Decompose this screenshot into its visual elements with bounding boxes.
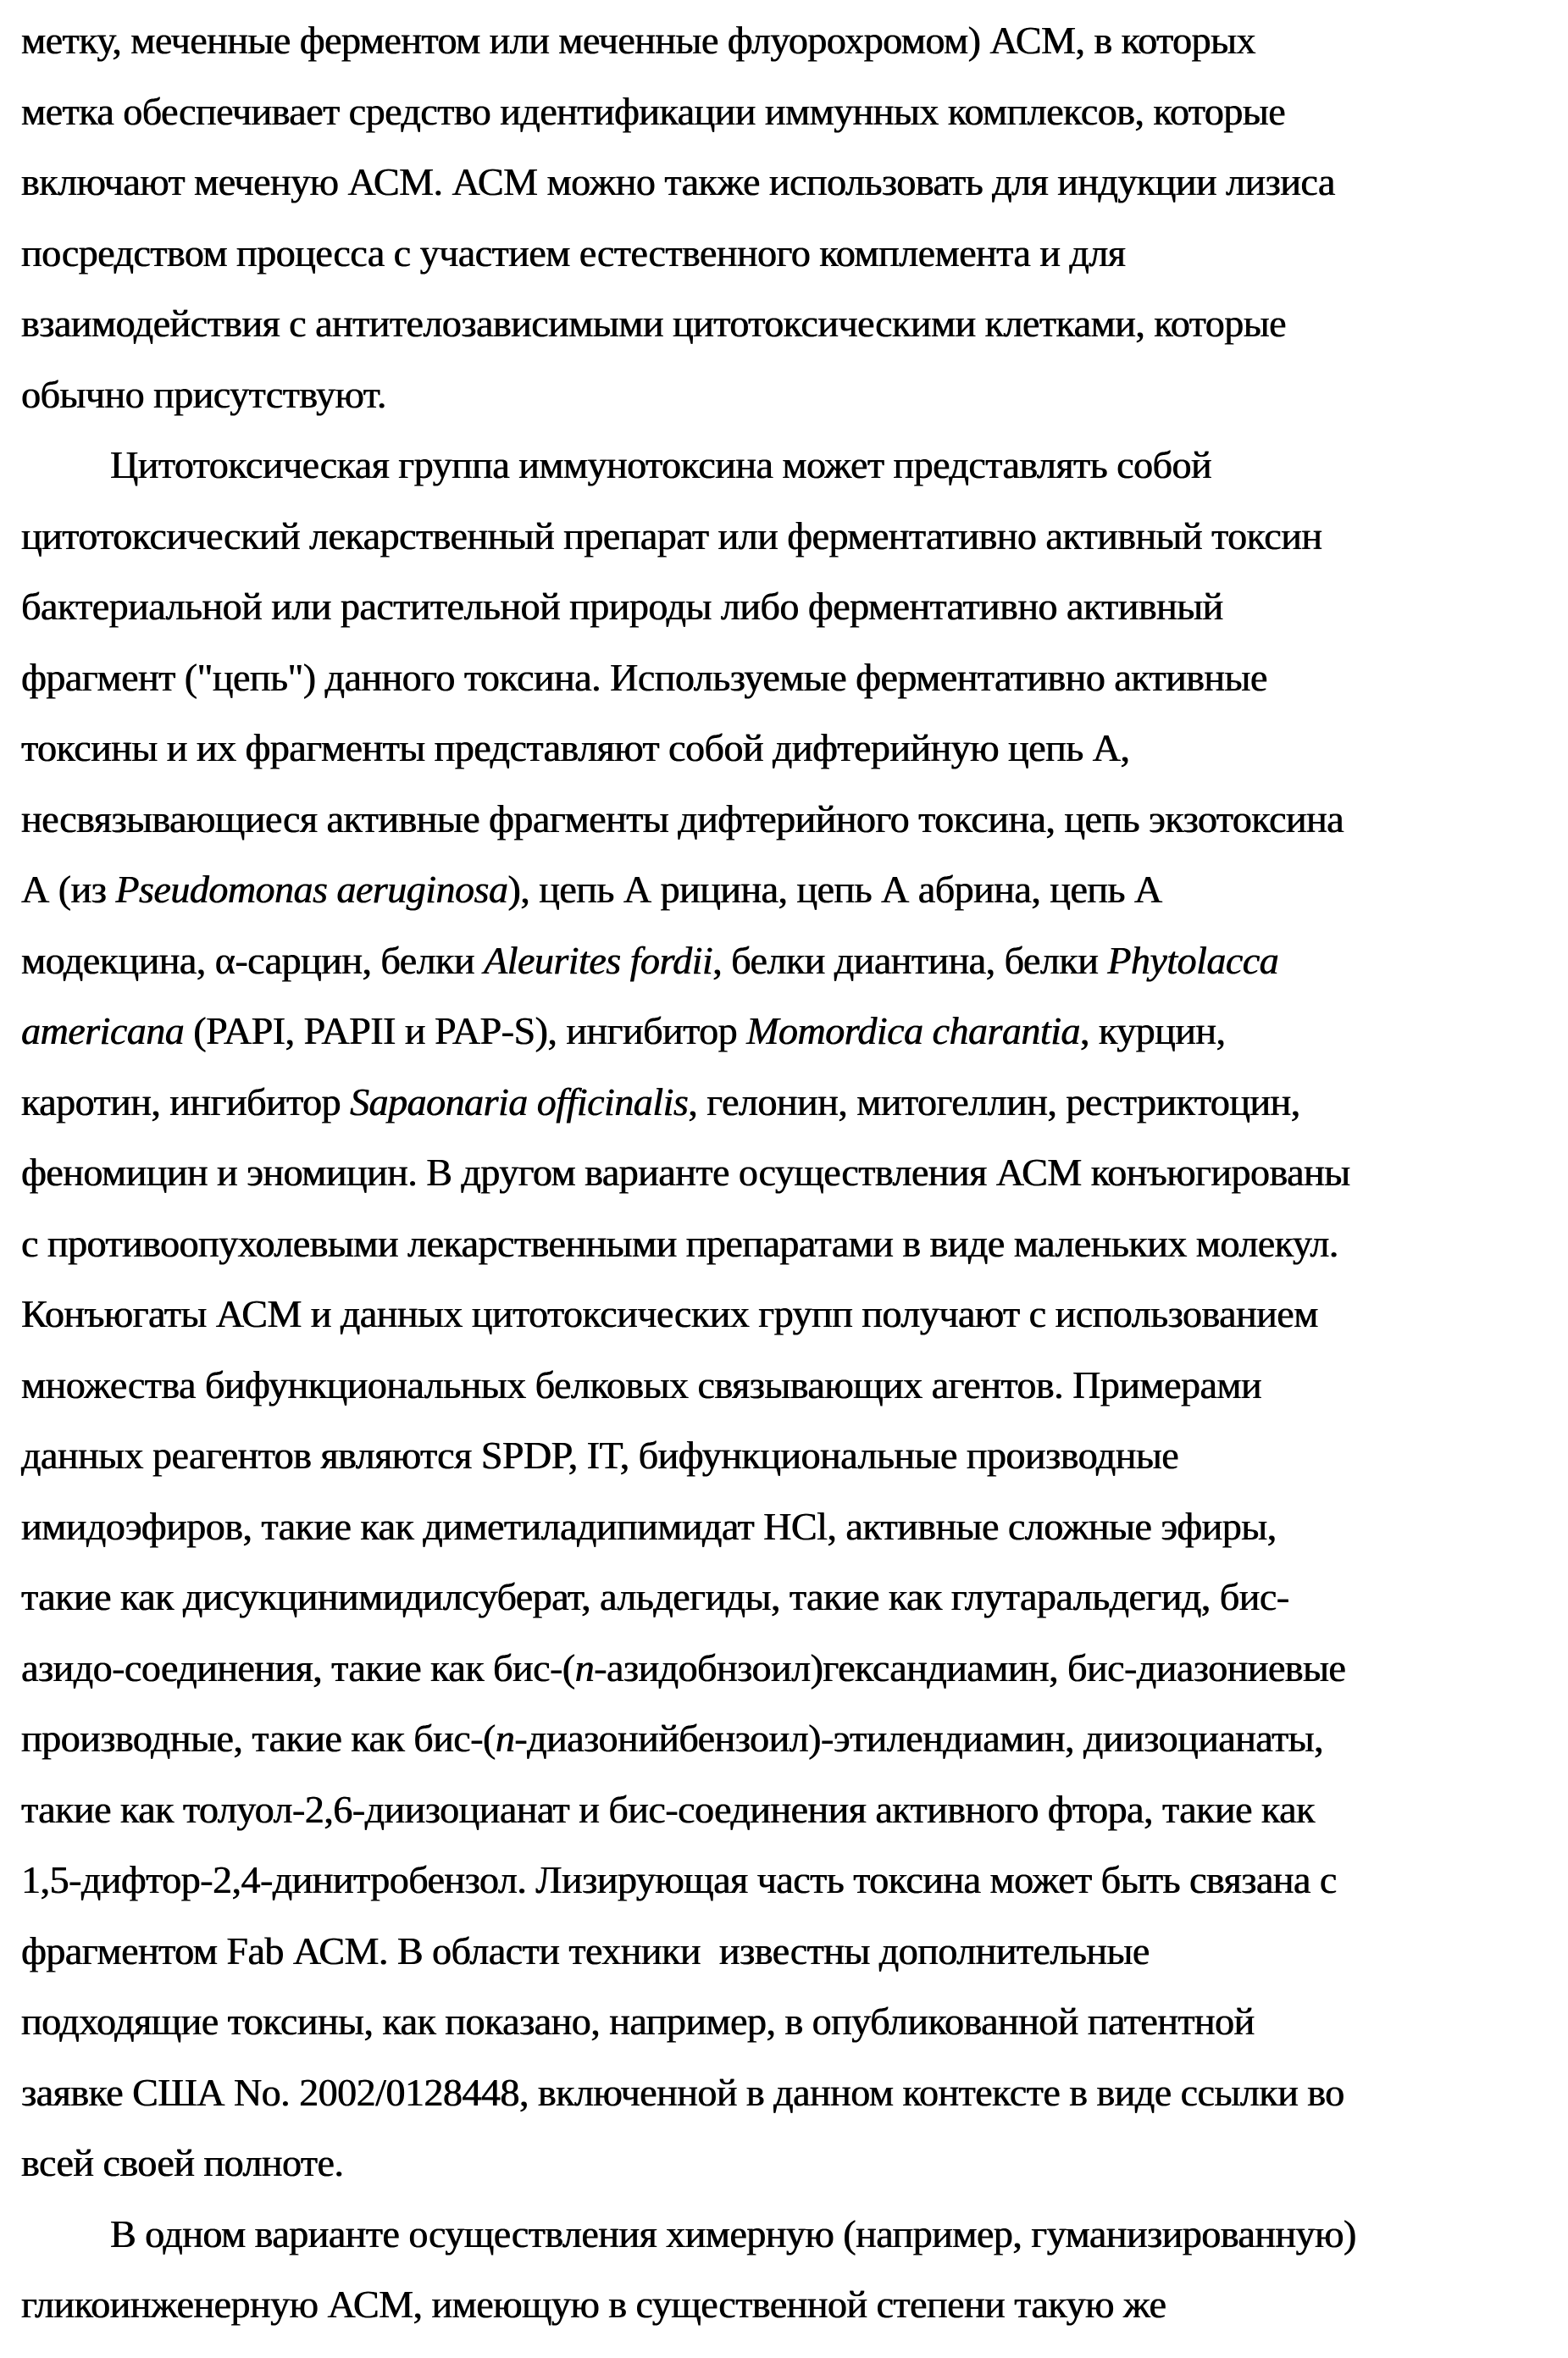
- text-segment: каротин, ингибитор: [21, 1079, 351, 1124]
- text-segment: Конъюгаты АСМ и данных цитотоксических групп получают с использованием: [21, 1292, 1318, 1335]
- text-segment: такие как толуол-2,6-диизоцианат и бис-соединения активного фтора, такие как: [21, 1787, 1315, 1831]
- text-line: [0, 2269, 1568, 2340]
- text-segment: взаимодействия с антителозависимыми цитотоксическими клетками, которые: [21, 302, 1287, 345]
- text-line: [0, 501, 1568, 572]
- text-line: [0, 1137, 1568, 1208]
- text-line: [0, 1633, 1568, 1704]
- text-line: [0, 1845, 1568, 1916]
- text-line: [0, 2128, 1568, 2199]
- text-segment: метка обеспечивает средство идентификации иммунных комплексов, которые: [21, 89, 1286, 133]
- text-line: [0, 430, 1568, 501]
- text-line: [0, 1350, 1568, 1421]
- text-line: [0, 288, 1568, 359]
- text-segment: обычно присутствуют.: [21, 372, 386, 416]
- text-segment: посредством процесса с участием естественного комплемента и для: [21, 230, 1126, 275]
- text-line: [0, 1916, 1568, 1987]
- text-segment: производные, такие как бис-(: [21, 1717, 496, 1760]
- text-line: [0, 784, 1568, 855]
- text-segment: такие как дисукцинимидилсуберат, альдегиды, такие как глутаральдегид, бис-: [21, 1575, 1289, 1618]
- text-segment: модекцина, α-сарцин, белки: [21, 938, 485, 982]
- text-line: [0, 76, 1568, 147]
- text-line: [0, 713, 1568, 784]
- text-segment: множества бифункциональных белковых связывающих агентов. Примерами: [21, 1362, 1262, 1406]
- text-line: [0, 1420, 1568, 1491]
- text-segment: данных реагентов являются SPDP, IT, бифункциональные производные: [21, 1434, 1179, 1477]
- text-line: [0, 642, 1568, 713]
- italic-text-segment: americana: [21, 1009, 185, 1052]
- text-segment: токсины и их фрагменты представляют собой дифтерийную цепь А,: [21, 726, 1130, 769]
- text-segment: заявке США No. 2002/0128448, включенной в данном контексте в виде ссылки во: [21, 2070, 1344, 2114]
- text-line: [0, 2057, 1568, 2128]
- italic-text-segment: Momordica charantia: [746, 1009, 1080, 1052]
- text-segment: бактериальной или растительной природы либо ферментативно активный: [21, 585, 1223, 628]
- text-line: [0, 1208, 1568, 1279]
- italic-text-segment: Phytolacca: [1107, 938, 1279, 982]
- italic-text-segment: Sapaonaria officinalis: [350, 1079, 689, 1124]
- italic-text-segment: Aleurites fordii: [484, 938, 713, 982]
- text-line: [0, 925, 1568, 996]
- text-line: [0, 359, 1568, 430]
- text-segment: с противоопухолевыми лекарственными препаратами в виде маленьких молекул.: [21, 1221, 1338, 1265]
- text-line: [0, 2199, 1568, 2270]
- text-segment: гликоинженерную АСМ, имеющую в существенной степени такую же: [21, 2283, 1166, 2326]
- text-line: [0, 1562, 1568, 1633]
- text-segment: азидо-соединения, такие как бис-(: [21, 1645, 575, 1689]
- text-segment: имидоэфиров, такие как диметиладипимидат HCl, активные сложные эфиры,: [21, 1504, 1277, 1548]
- text-line: [0, 996, 1568, 1067]
- text-segment: А (из: [21, 868, 116, 911]
- text-block: [0, 5, 1568, 2340]
- italic-text-segment: n: [574, 1645, 595, 1689]
- text-line: [0, 1279, 1568, 1350]
- italic-text-segment: Pseudomonas aeruginosa: [115, 868, 508, 911]
- text-segment: В одном варианте осуществления химерную (например, гуманизированную): [110, 2211, 1356, 2255]
- text-line: [0, 5, 1568, 76]
- text-line: [0, 218, 1568, 289]
- text-line: [0, 1491, 1568, 1562]
- text-segment: феномицин и эномицин. В другом варианте осуществления АСМ конъюгированы: [21, 1151, 1350, 1194]
- text-segment: подходящие токсины, как показано, например, в опубликованной патентной: [21, 2000, 1255, 2043]
- italic-text-segment: n: [495, 1717, 515, 1760]
- text-segment: , гелонин, митогеллин, рестриктоцин,: [688, 1079, 1300, 1124]
- text-segment: -азидобнзоил)гександиамин, бис-диазониевые: [594, 1645, 1346, 1689]
- text-line: [0, 854, 1568, 925]
- text-segment: , белки диантина, белки: [712, 938, 1108, 982]
- text-segment: несвязывающиеся активные фрагменты дифтерийного токсина, цепь экзотоксина: [21, 796, 1344, 841]
- text-segment: Цитотоксическая группа иммунотоксина может представлять собой: [110, 443, 1212, 486]
- text-line: [0, 147, 1568, 218]
- text-segment: фрагментом Fab АСМ. В области техники известны дополнительные: [21, 1928, 1150, 1972]
- text-segment: метку, меченные ферментом или меченные флуорохромом) АСМ, в которых: [21, 19, 1255, 62]
- text-line: [0, 1986, 1568, 2057]
- text-segment: всей своей полноте.: [21, 2141, 344, 2184]
- text-segment: фрагмент ("цепь") данного токсина. Используемые ферментативно активные: [21, 655, 1267, 699]
- text-line: [0, 571, 1568, 642]
- text-segment: -диазонийбензоил)-этилендиамин, диизоцианаты,: [514, 1717, 1324, 1760]
- text-line: [0, 1067, 1568, 1138]
- text-segment: 1,5-дифтор-2,4-динитробензол. Лизирующая часть токсина может быть связана с: [21, 1858, 1337, 1901]
- text-segment: , курцин,: [1079, 1009, 1226, 1052]
- text-segment: цитотоксический лекарственный препарат или ферментативно активный токсин: [21, 513, 1322, 558]
- text-line: [0, 1774, 1568, 1845]
- text-segment: (PAPI, PAPII и PAP-S), ингибитор: [184, 1009, 747, 1052]
- text-line: [0, 1703, 1568, 1774]
- text-segment: включают меченую АСМ. АСМ можно также использовать для индукции лизиса: [21, 160, 1335, 203]
- text-segment: ), цепь А рицина, цепь А абрина, цепь А: [507, 868, 1162, 911]
